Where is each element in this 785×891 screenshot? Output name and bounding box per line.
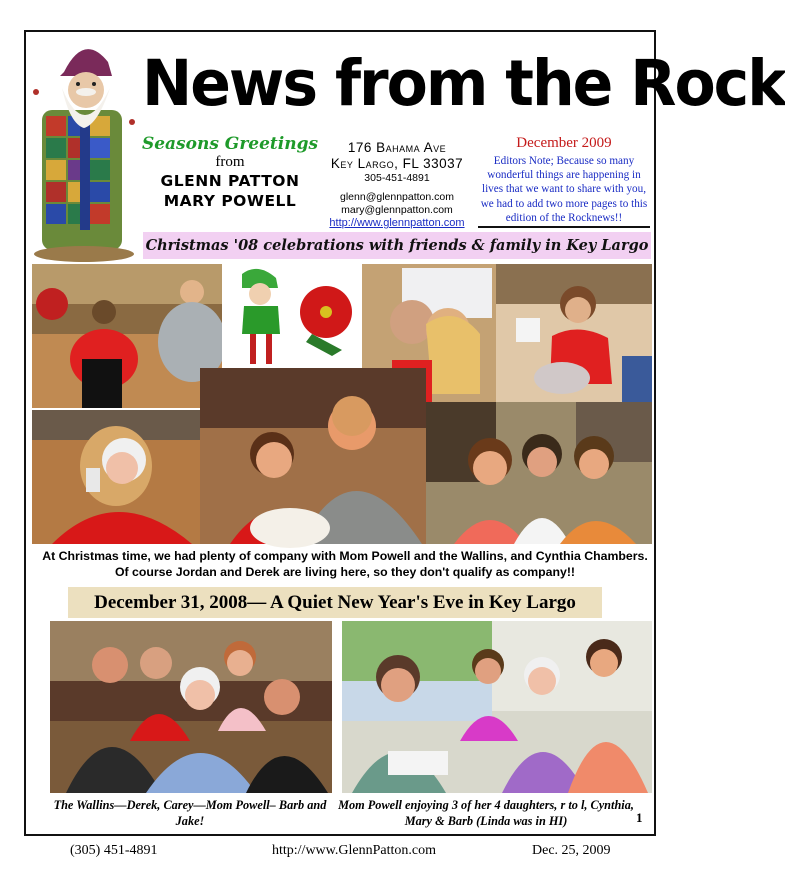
footer-website[interactable]: http://www.GlennPatton.com (272, 843, 436, 858)
page-number: 1 (636, 810, 643, 825)
phone-number: 305-451-4891 (364, 172, 430, 184)
seasons-greetings: Seasons Greetings (141, 134, 319, 154)
email-glenn: glenn@glennpatton.com (340, 191, 454, 203)
daughters-caption: Mom Powell enjoying 3 of her 4 daughters, r to l, Cynthia, Mary & Barb (Linda was in HI) (338, 798, 634, 828)
elf-illustration (222, 264, 362, 368)
photo-couple (200, 368, 426, 544)
street-address: 176 Bahama Ave (347, 140, 447, 155)
divider-rule (478, 226, 650, 228)
sender-name-1: GLENN PATTON (160, 172, 300, 190)
footer-date: Dec. 25, 2009 (532, 843, 611, 858)
sender-name-2: MARY POWELL (163, 192, 297, 210)
email-mary: mary@glennpatton.com (341, 204, 453, 216)
photo-three-sisters (426, 402, 652, 544)
wallins-caption: The Wallins—Derek, Carey—Mom Powell– Barb and Jake! (53, 798, 327, 828)
new-years-banner: December 31, 2008— A Quiet New Year's Eve in Key Largo (68, 587, 602, 618)
greeting-block (140, 134, 320, 211)
city-address: Key Largo, FL 33037 (330, 156, 464, 171)
website-link[interactable]: http://www.glennpatton.com (329, 217, 465, 229)
photo-girl-gift (496, 264, 652, 402)
photo-mom-powell (32, 410, 200, 544)
newsletter-title: News from the Rock (142, 47, 785, 121)
photo-wallins (50, 621, 332, 793)
address-block (322, 140, 472, 230)
christmas-banner: Christmas '08 celebrations with friends & family in Key Largo (143, 232, 651, 259)
santa-ornament-image (32, 32, 142, 262)
photo-daughters (342, 621, 652, 793)
photo-gift-opening (32, 264, 222, 408)
editors-note-block (478, 134, 650, 225)
greeting-from: from (215, 154, 245, 170)
editors-note: Editors Note; Because so many wonderful things are happening in lives that we want to share with you, we had to add two more pages to this edition of the Rocknews!! (480, 155, 648, 224)
christmas-caption: At Christmas time, we had plenty of company with Mom Powell and the Wallins, and Cynthia Chambers. Of course Jordan and Derek are living here, so they don't qualify as company!! (42, 549, 648, 579)
footer-phone: (305) 451-4891 (70, 843, 158, 858)
issue-date: December 2009 (516, 135, 612, 151)
